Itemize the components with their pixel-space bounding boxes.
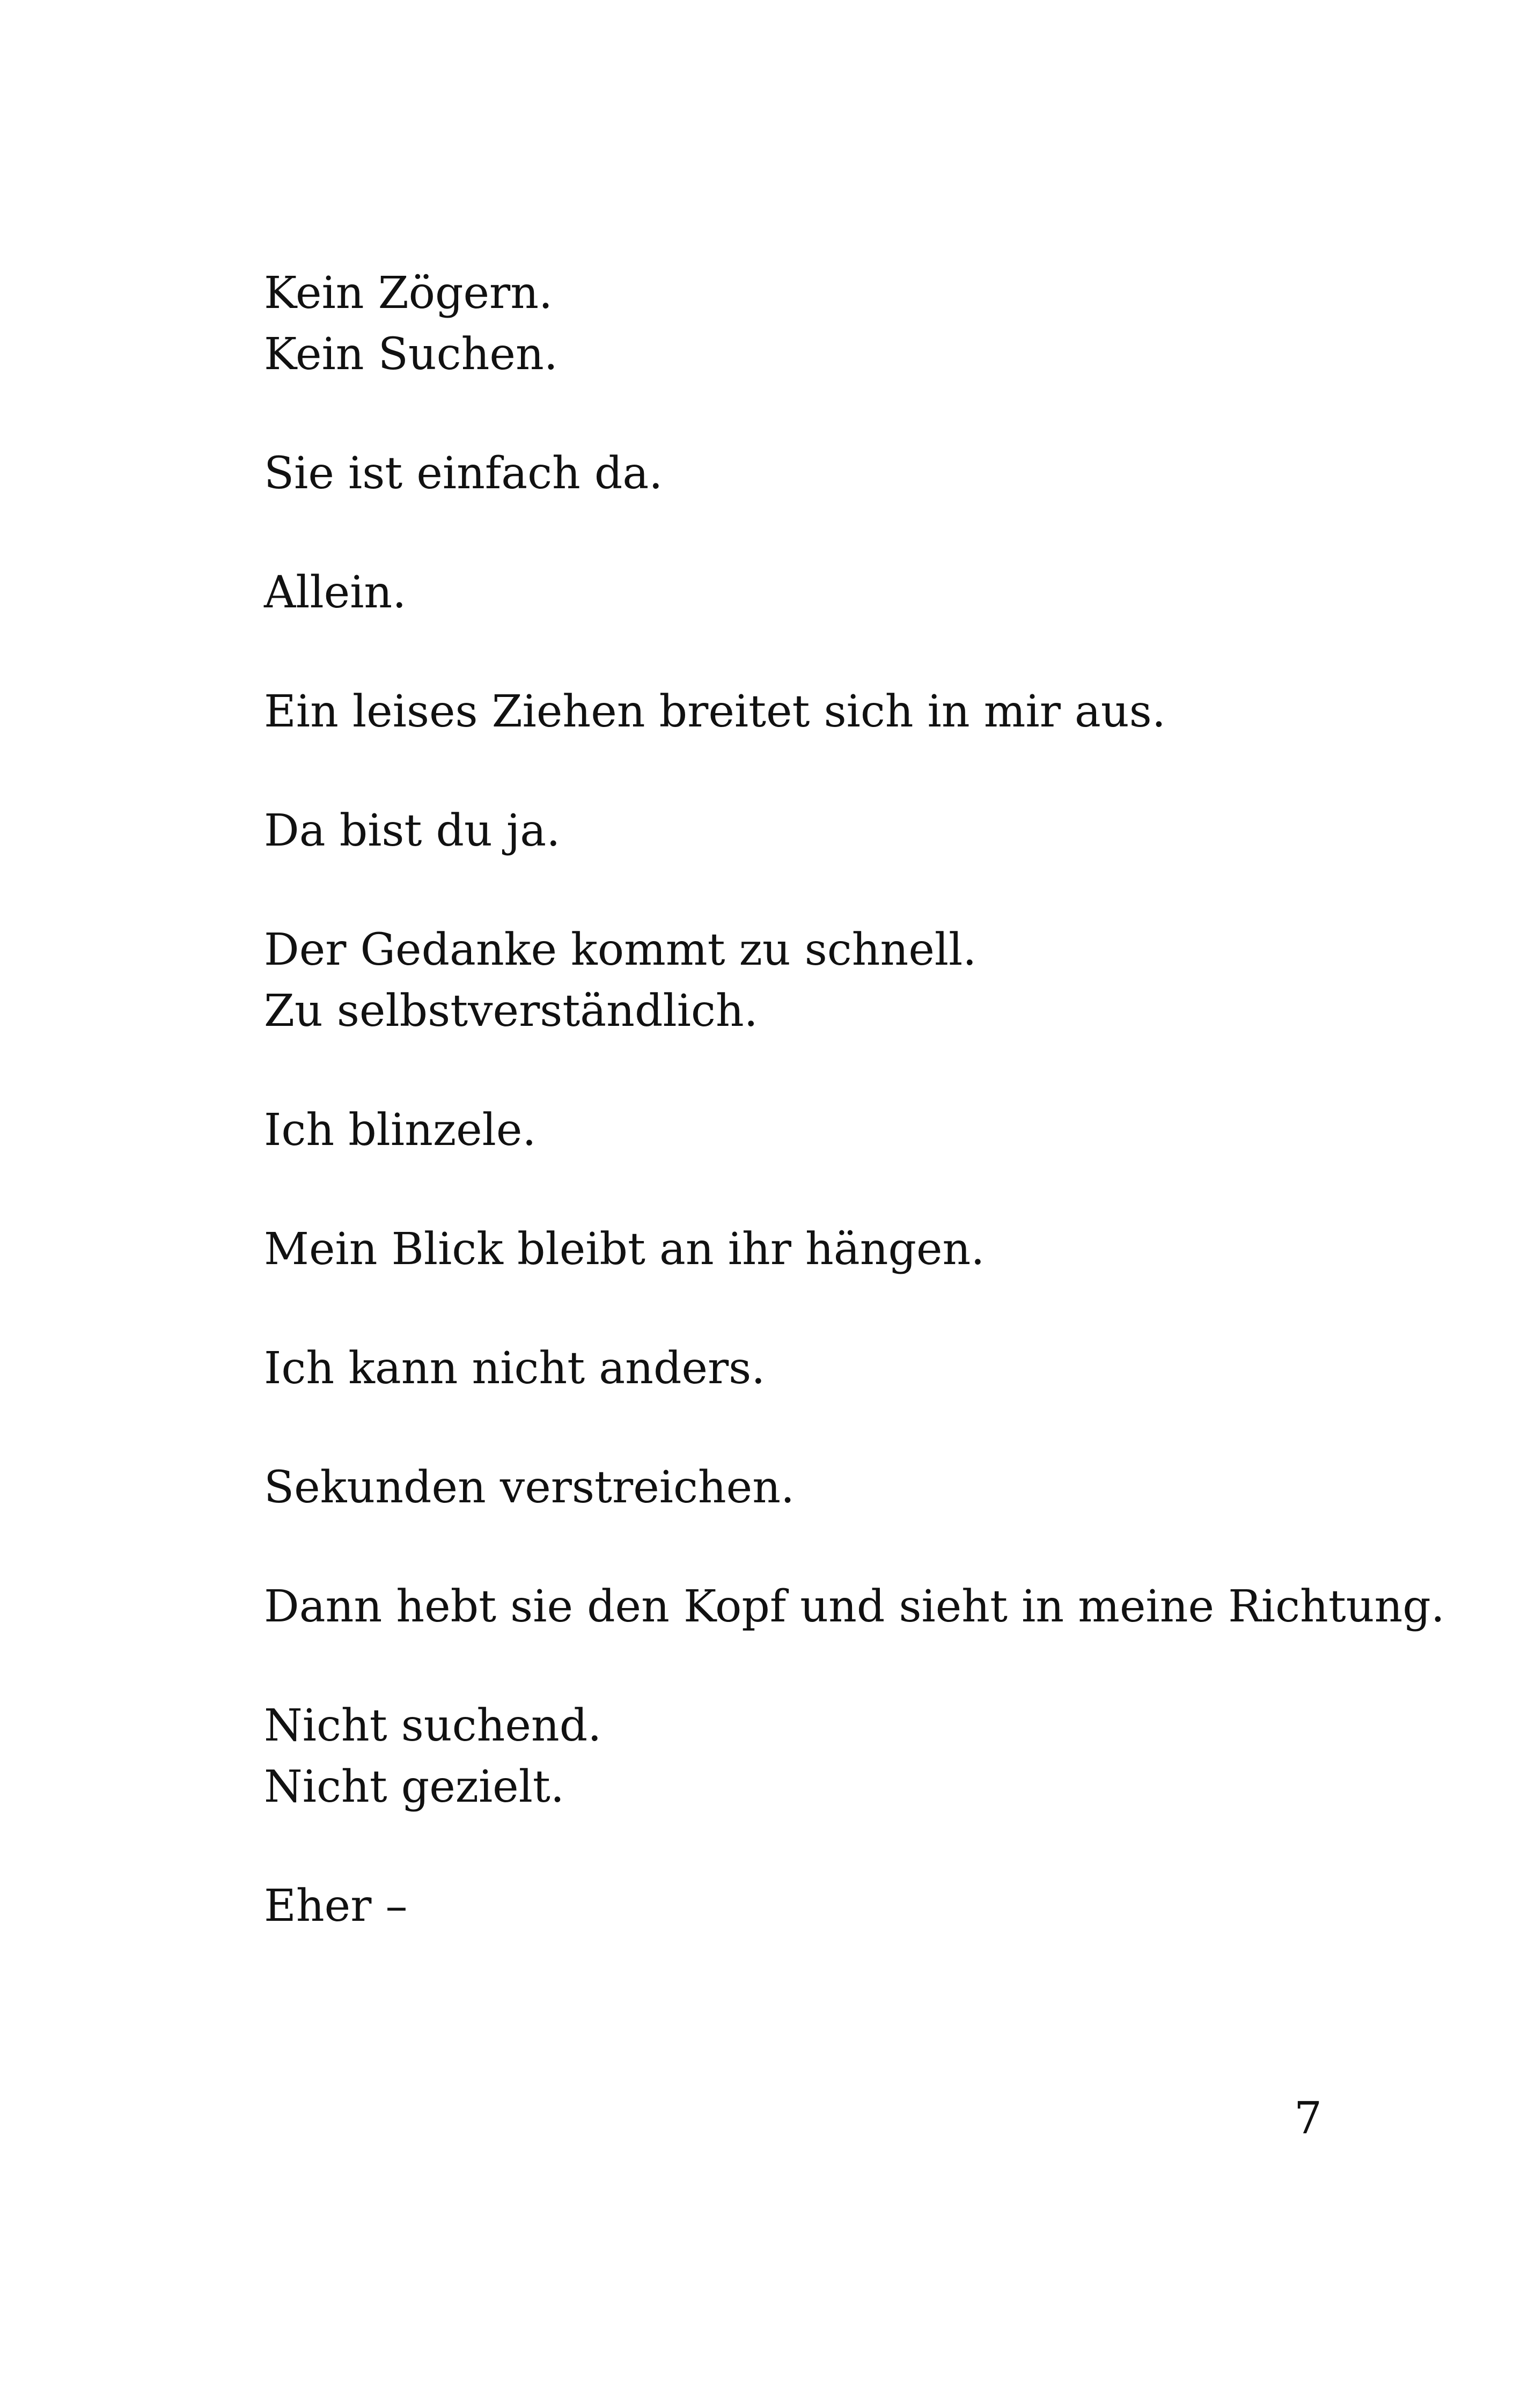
text-line: Ich blinzele.	[264, 1105, 537, 1156]
text-line: Eher –	[264, 1881, 408, 1932]
text-line: Allein.	[264, 567, 407, 618]
text-line: Sie ist einfach da.	[264, 448, 663, 499]
text-line: Nicht gezielt.	[264, 1761, 564, 1812]
text-line: Kein Suchen.	[264, 329, 558, 380]
text-line: Nicht suchend.	[264, 1700, 602, 1751]
text-line: Ein leises Ziehen breitet sich in mir aus.	[264, 686, 1166, 737]
page-number: 7	[1294, 2093, 1322, 2144]
text-line: Dann hebt sie den Kopf und sieht in meine Richtung.	[264, 1581, 1445, 1632]
text-line: Kein Zögern.	[264, 268, 553, 319]
text-line: Zu selbstverständlich.	[264, 986, 758, 1037]
text-line: Mein Blick bleibt an ihr hängen.	[264, 1224, 985, 1275]
text-line: Da bist du ja.	[264, 805, 561, 856]
text-line: Der Gedanke kommt zu schnell.	[264, 924, 977, 975]
text-line: Sekunden verstreichen.	[264, 1462, 795, 1513]
text-line: Ich kann nicht anders.	[264, 1343, 766, 1394]
